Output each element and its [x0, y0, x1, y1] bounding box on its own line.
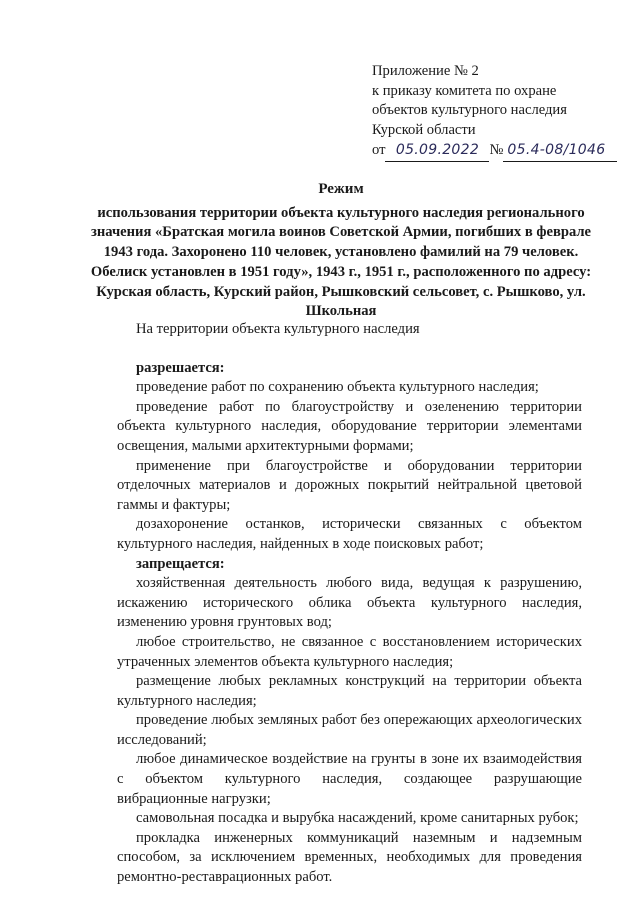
appendix-block: [372, 62, 622, 162]
document-body: [117, 320, 582, 888]
forbidden-item: размещение любых рекламных конструкций на территории объекта культурного наследия;: [117, 673, 582, 709]
title-text: использования территории объекта культурного наследия регионального значения «Братская могила воинов Советской Армии, погибших в феврале 1943 года. Захоронено 110 человек, установлено фамилий на 79 человек. Обелиск установлен в 1951 году», 1943 г., 1951 г., расположенного по адресу: Курская область, Курский район, Рышковский сельсовет, с. Рышково, ул. Школьная: [90, 204, 592, 320]
forbidden-item: самовольная посадка и вырубка насаждений, кроме санитарных рубок;: [136, 810, 579, 827]
appendix-line: Курской области: [372, 121, 476, 138]
intro-text: На территории объекта культурного наследия: [136, 321, 420, 337]
order-number-sign: №: [489, 142, 504, 159]
appendix-line: Приложение № 2: [372, 63, 479, 79]
allowed-item: проведение работ по благоустройству и озеленению территории объекта культурного наследия, оборудование территории элементами освещения, малыми архитектурными формами;: [117, 398, 582, 454]
order-number-handwritten: 05.4-08/1046: [503, 141, 617, 162]
forbidden-heading: запрещается:: [136, 555, 225, 572]
allowed-heading: разрешается:: [136, 359, 225, 376]
appendix-line: к приказу комитета по охране: [372, 82, 557, 99]
forbidden-item: хозяйственная деятельность любого вида, ведущая к разрушению, искажению исторического облика объекта культурного наследия, изменению уровня грунтовых вод;: [117, 575, 582, 631]
order-from-prefix: от: [372, 142, 386, 159]
allowed-item: проведение работ по сохранению объекта культурного наследия;: [136, 379, 539, 396]
document-title: [85, 180, 597, 322]
forbidden-item: любое динамическое воздействие на грунты в зоне их взаимодействия с объектом культурного наследия, создающее разрушающие вибрационные нагрузки;: [117, 751, 582, 807]
allowed-item: дозахоронение останков, исторически связанных с объектом культурного наследия, найденных в ходе поисковых работ;: [117, 516, 582, 552]
forbidden-item: любое строительство, не связанное с восстановлением исторических утраченных элементов объекта культурного наследия;: [117, 633, 582, 670]
order-date-line: [372, 141, 622, 162]
forbidden-item: прокладка инженерных коммуникаций наземным и надземным способом, за исключением временных, необходимых для проведения ремонтно-реставрационных работ.: [117, 829, 582, 886]
appendix-line: объектов культурного наследия: [372, 102, 567, 119]
title-heading: Режим: [318, 181, 364, 197]
allowed-item: применение при благоустройстве и оборудовании территории отделочных материалов и дорожных покрытий нейтральной цветовой гаммы и фактуры;: [117, 457, 582, 513]
order-date-handwritten: 05.09.2022: [385, 141, 489, 162]
forbidden-item: проведение любых земляных работ без опережающих археологических исследований;: [117, 712, 582, 748]
